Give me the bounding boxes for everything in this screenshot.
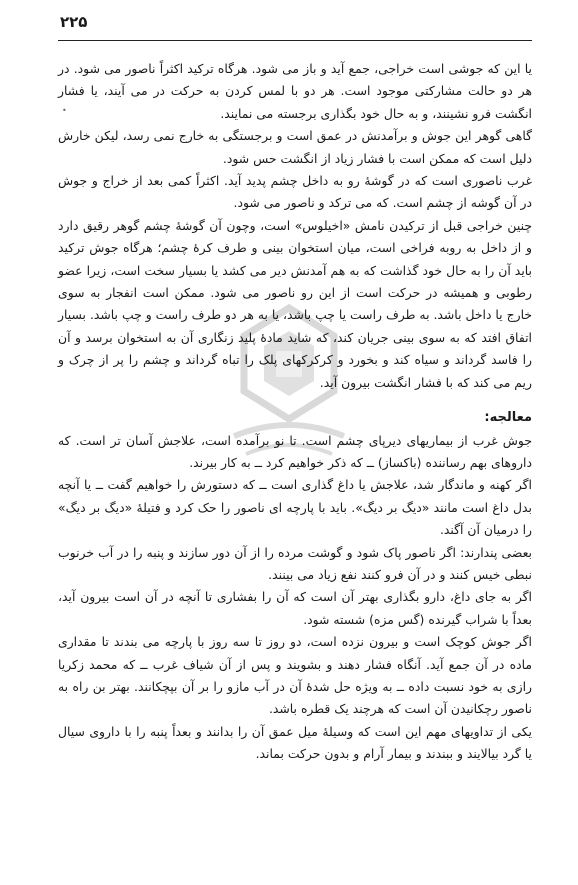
body-paragraph: چنین خراجی قبل از ترکیدن نامش «اخیلوس» است، وچون آن گوشهٔ چشم گوهر رقیق دارد و از داخل به روبه فراخی است، میان استخوان بینی و طرف کرهٔ چشم؛ هرگاه جوش ترکید باید آن را به حال خود گذاشت که به هم آمدنش دیر می کشد یا بسیار سخت است، زیرا عضو رطوبی و همیشه در حرکت است از این رو ناصور می شود. ممکن است انفجار به سوی خارج یا داخل باشد. به طرف راست یا چپ باشد، یا به هر دو طرف راست و چپ باشد. بسیار اتفاق افتد که به سوی بینی جریان کند، که شاید مادهٔ پلید زنگاری آن به استخوان برسد و آن را فاسد گرداند و سیاه کند و بخورد و کرکرکهای پلک را تباه گرداند و چشم را پر از چرک و ریم می کند که با فشار انگشت بیرون آید. bbox=[58, 217, 532, 390]
page-number: ۲۲۵ bbox=[60, 13, 88, 31]
section-heading-treatment: معالجه: bbox=[484, 410, 532, 426]
body-paragraph: گاهی گوهر این جوش و برآمدنش در عمق است و برجستگی به خارج نمی رسد، لیکن خارش دلیل است که ممکن است با فشار زیاد از انگشت حس شود. bbox=[58, 128, 532, 166]
page-body bbox=[58, 58, 532, 766]
treatment-paragraph: اگر به جای داغ، دارو بگذاری بهتر آن است که آن را بفشاری تا آنچه در آن است بیرون آید، بعداً با شراب گیرنده (گس مزه) شسته شود. bbox=[58, 589, 532, 627]
treatment-paragraph: جوش غرب از بیماریهای دیرپای چشم است. تا نو برآمده است، علاجش آسان تر است. که داروهای بهم رساننده (باکساز) ــ که ذکر خواهیم کرد ــ به کار بیرند. bbox=[58, 432, 532, 470]
treatment-paragraph: اگر جوش کوچک است و بیرون نزده است، دو روز تا سه روز با پارچه می بندند تا مقداری ماده در آن جمع آید. آنگاه فشار دهند و بشویند و پس از آن شیاف غرب ــ که محمد زکریا رازی به خود نسبت داده ــ به ویژه حل شدهٔ آن در آب مازو را بر آن بپچکانند. بهتر بن راه به ناصور رچکانیدن آن است که هرچند یک قطره باشد. bbox=[58, 634, 532, 717]
body-paragraph: غرب ناصوری است که در گوشهٔ رو به داخل چشم پدید آید. اکثراً کمی بعد از خراج و جوش در آن گوشه از چشم است. که می ترکد و ناصور می شود. bbox=[58, 173, 532, 211]
body-paragraph: یا این که جوشی است خراجی، جمع آید و باز می شود. هرگاه ترکید اکثراً ناصور می شود. در هر دو حالت مشارکتی موجود است. هر دو با لمس کردن به حرکت در می آیند، یا فشار انگشت فرو نشینند، و به حال خود بگذاری برجسته می نمایند. bbox=[58, 61, 532, 121]
treatment-paragraph: اگر کهنه و ماندگار شد، علاجش یا داغ گذاری است ــ که دستورش را خواهیم گفت ــ یا آنچه بدل داغ است مانند «دیگ بر دیگ». باید با پارچه ای ناصور را حک کرد و فتیلهٔ «دیگ بر دیگ» را درمیان آن آگند. bbox=[58, 477, 532, 538]
treatment-paragraph: یکی از تداویهای مهم این است که وسیلهٔ میل عمق آن را بدانند و بعداً پنبه را با داروی سیال یا گرد بیالایند و ببندند و بیمار آرام و بدون حرکت بماند. bbox=[58, 723, 532, 762]
treatment-paragraph: بعضی پندارند: اگر ناصور پاک شود و گوشت مرده را از آن دور سازند و پنبه را در آب خرنوب نبطی خیس کنند و در آن فرو کنند نفع زیاد می بینند. bbox=[58, 544, 532, 582]
stray-mark: • bbox=[62, 106, 67, 115]
header-rule bbox=[58, 40, 532, 41]
